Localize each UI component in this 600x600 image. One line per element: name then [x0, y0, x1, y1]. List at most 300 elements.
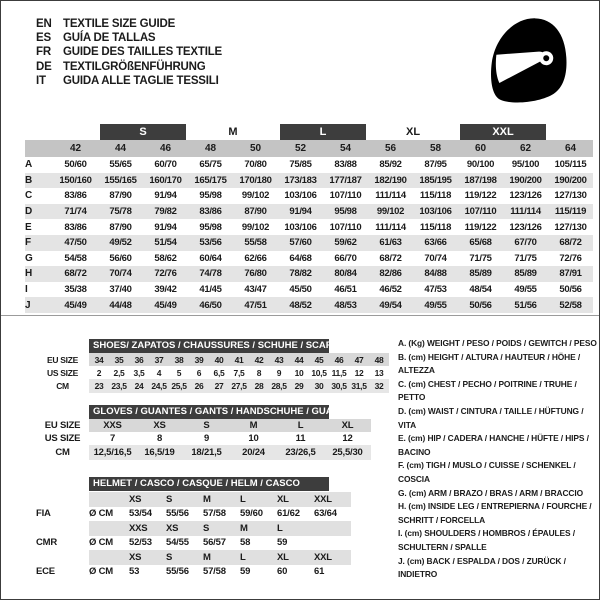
language-title: TEXTILE SIZE GUIDE	[63, 18, 176, 30]
value-cell: 85/89	[503, 266, 548, 282]
measurement-row	[25, 219, 593, 235]
row-label	[36, 550, 89, 565]
value-cell: 56/57	[203, 537, 226, 549]
value-cell: 119/122	[464, 190, 497, 202]
shoes-row	[36, 379, 389, 393]
value-cell: 115/118	[419, 221, 452, 233]
value-cell: L	[240, 492, 277, 507]
value-cell: 49/55	[514, 284, 537, 296]
value-cell: M	[203, 550, 240, 565]
row-label: FIA	[36, 508, 51, 520]
value-cell: XXL	[314, 492, 351, 507]
value-cell: 10,5	[311, 367, 327, 378]
value-cell: 47/50	[53, 235, 98, 251]
size-band-cell	[368, 123, 458, 140]
value-cell: 46/52	[379, 284, 402, 296]
value-cell: XXL	[314, 550, 351, 565]
value-cell: 58/62	[154, 252, 177, 264]
value-cell: 48/53	[323, 297, 368, 313]
size-number-cell: 52	[278, 140, 323, 157]
value-cell: 58	[240, 537, 251, 549]
value-cell: 63/64	[314, 508, 337, 520]
value-cell: 43	[269, 353, 289, 366]
row-label: C	[25, 190, 33, 202]
value-cell: 40	[209, 353, 229, 366]
value-cell: 49/55	[413, 297, 458, 313]
value-cell: 99/102	[241, 221, 270, 233]
language-code: IT	[36, 74, 46, 87]
value-cell: 187/198	[458, 173, 503, 189]
value-cell: 48/54	[469, 284, 492, 296]
value-cell: 23	[89, 379, 109, 393]
value-cell: 55/56	[166, 566, 189, 578]
value-cell: XL	[277, 550, 314, 565]
value-cell: 95/98	[199, 190, 222, 202]
apparel-size-table	[25, 123, 593, 313]
gloves-row	[36, 432, 371, 445]
value-cell: 87/95	[424, 159, 447, 171]
value-cell: XL	[324, 419, 371, 432]
value-cell: 10	[248, 433, 259, 444]
value-cell: 61	[314, 566, 325, 578]
value-cell: 50/56	[458, 297, 503, 313]
value-cell: L	[277, 419, 324, 432]
value-cell: 70/74	[98, 266, 143, 282]
helmet-row	[36, 492, 351, 507]
value-cell: 25,5	[169, 379, 189, 393]
value-cell: 59	[277, 537, 288, 549]
helmet-row	[36, 521, 351, 536]
value-cell: 66/70	[334, 252, 357, 264]
value-cell: 55/65	[109, 159, 132, 171]
value-cell: 35/38	[64, 284, 87, 296]
value-cell: 28	[249, 379, 269, 393]
gloves-size-table	[36, 419, 371, 460]
value-cell: 51/56	[503, 297, 548, 313]
size-band-xxl: XXL	[460, 124, 546, 140]
value-cell: 91/94	[278, 204, 323, 220]
value-cell: 44/48	[98, 297, 143, 313]
value-cell: S	[183, 419, 230, 432]
row-label: J	[25, 297, 53, 313]
value-cell: 107/110	[458, 204, 503, 220]
value-cell: 68/72	[53, 266, 98, 282]
value-cell: 45/49	[53, 297, 98, 313]
row-label: D	[25, 204, 53, 220]
measurement-row	[25, 157, 593, 173]
value-cell: L	[240, 550, 277, 565]
unit-cell: Ø CM	[89, 537, 114, 549]
value-cell: 123/126	[509, 190, 542, 202]
size-number-cell: 42	[53, 140, 98, 157]
value-cell: 10	[294, 367, 304, 378]
value-cell: 48	[369, 353, 389, 366]
value-cell: XL	[277, 492, 314, 507]
value-cell: 54/58	[64, 252, 87, 264]
value-cell: 87/90	[109, 190, 132, 202]
helmet-row	[36, 536, 351, 551]
value-cell: 99/102	[368, 204, 413, 220]
value-cell: 72/76	[143, 266, 188, 282]
language-row	[36, 45, 222, 59]
section-divider	[1, 315, 599, 316]
language-title: GUIDE DES TAILLES TEXTILE	[63, 46, 222, 59]
value-cell: 6,5	[213, 367, 225, 378]
value-cell: 103/106	[284, 221, 317, 233]
value-cell: 46/51	[334, 284, 357, 296]
value-cell: 49/52	[98, 235, 143, 251]
legend-item: I. (cm) SHOULDERS / HOMBROS / ÉPAULES / SCHULTERN / SPALLE	[398, 528, 575, 552]
value-cell: 75/78	[98, 204, 143, 220]
value-cell: 83/86	[188, 204, 233, 220]
value-cell: 67/70	[503, 235, 548, 251]
gloves-table-title: GLOVES / GUANTES / GANTS / HANDSCHUHE / GUANTI	[89, 405, 329, 419]
row-label	[36, 521, 89, 536]
value-cell: 83/86	[64, 221, 87, 233]
language-title: GUIDA ALLE TAGLIE TESSILI	[63, 74, 219, 87]
size-number-cell: 44	[98, 140, 143, 157]
value-cell: 56/60	[109, 252, 132, 264]
value-cell: 60	[277, 566, 288, 578]
language-code: FR	[36, 46, 51, 59]
value-cell: 8	[156, 433, 163, 444]
value-cell: 65/68	[458, 235, 503, 251]
helmet-size-table	[36, 492, 351, 579]
value-cell: 45/49	[143, 297, 188, 313]
value-cell: 50/56	[559, 284, 582, 296]
value-cell: 4	[156, 367, 162, 378]
value-cell: 177/187	[323, 173, 368, 189]
language-row	[36, 60, 222, 74]
row-label: CM	[56, 381, 69, 391]
value-cell: 95/98	[199, 221, 222, 233]
value-cell: 24	[129, 379, 149, 393]
value-cell: 111/114	[375, 221, 406, 233]
value-cell: 111/114	[375, 190, 406, 202]
value-cell: 115/118	[419, 190, 452, 202]
value-cell: 50/60	[64, 159, 87, 171]
value-cell: 27	[209, 379, 229, 393]
empty-band-cell	[548, 123, 593, 140]
value-cell: 39	[189, 353, 209, 366]
row-label: F	[25, 235, 53, 251]
value-cell: 95/98	[323, 204, 368, 220]
value-cell: 11	[295, 433, 306, 444]
value-cell: 59/60	[240, 508, 263, 520]
value-cell: 57/58	[203, 508, 226, 520]
value-cell: 47/51	[233, 297, 278, 313]
measurement-row	[25, 173, 593, 189]
value-cell: 48/52	[278, 297, 323, 313]
value-cell: 45/50	[289, 284, 312, 296]
value-cell: 2	[96, 367, 102, 378]
value-cell: 27,5	[229, 379, 249, 393]
value-cell: 60/70	[154, 159, 177, 171]
value-cell: 43/47	[244, 284, 267, 296]
value-cell: 82/86	[368, 266, 413, 282]
value-cell: 76/80	[233, 266, 278, 282]
value-cell	[314, 536, 351, 551]
value-cell: 155/165	[98, 173, 143, 189]
value-cell: 62/66	[244, 252, 267, 264]
value-cell: 12	[354, 367, 364, 378]
value-cell: 107/110	[329, 190, 362, 202]
value-cell: 55/58	[233, 235, 278, 251]
row-label: E	[25, 221, 32, 233]
corner-cell	[25, 140, 53, 157]
value-cell: 70/74	[424, 252, 447, 264]
value-cell: 59	[240, 566, 251, 578]
row-label	[36, 492, 89, 507]
value-cell: 70/80	[244, 159, 267, 171]
value-cell: 29	[289, 379, 309, 393]
value-cell: 173/183	[278, 173, 323, 189]
value-cell: 107/110	[329, 221, 362, 233]
empty-band-cell	[53, 123, 98, 140]
legend-item: D. (cm) WAIST / CINTURA / TAILLE / HÜFTUNG / VITA	[398, 405, 584, 430]
language-code: ES	[36, 32, 51, 45]
size-number-cell: 46	[143, 140, 188, 157]
value-cell: 71/75	[469, 252, 492, 264]
value-cell: 79/82	[143, 204, 188, 220]
legend-item: H. (cm) INSIDE LEG / ENTREPIERNA / FOURCHE / SCHRITT / FORCELLA	[398, 501, 592, 525]
language-code: DE	[36, 60, 52, 73]
value-cell: 170/180	[233, 173, 278, 189]
row-label: CMR	[36, 537, 58, 549]
size-number-cell: 50	[233, 140, 278, 157]
value-cell: 87/90	[233, 204, 278, 220]
value-cell: 39/42	[154, 284, 177, 296]
value-cell: 59/62	[323, 235, 368, 251]
value-cell: XXS	[129, 521, 166, 536]
legend-item: C. (cm) CHEST / PECHO / POITRINE / TRUHE / PETTO	[398, 378, 577, 403]
value-cell: 87/90	[109, 221, 132, 233]
value-cell: 165/175	[188, 173, 233, 189]
size-band-cell	[458, 123, 548, 140]
size-number-cell: 48	[188, 140, 233, 157]
unit-cell: Ø CM	[89, 566, 114, 578]
value-cell: 53/54	[129, 508, 152, 520]
value-cell: 36	[129, 353, 149, 366]
gloves-row	[36, 445, 371, 460]
value-cell: 127/130	[554, 190, 587, 202]
value-cell: 31,5	[349, 379, 369, 393]
value-cell: 57/60	[278, 235, 323, 251]
row-label: US SIZE	[47, 367, 78, 378]
value-cell: 190/200	[548, 173, 593, 189]
value-cell: 111/114	[503, 204, 548, 220]
row-label: H	[25, 266, 53, 282]
value-cell: 53/56	[188, 235, 233, 251]
language-row	[36, 17, 222, 31]
value-cell: 85/89	[458, 266, 503, 282]
value-cell: 26	[189, 379, 209, 393]
measurement-row	[25, 282, 593, 298]
row-label: US SIZE	[44, 433, 81, 444]
language-code: EN	[36, 18, 52, 30]
row-label: A	[25, 159, 33, 171]
value-cell: 83/88	[334, 159, 357, 171]
value-cell: XS	[129, 492, 166, 507]
value-cell: 91/94	[154, 221, 177, 233]
value-cell: 71/74	[53, 204, 98, 220]
value-cell: M	[240, 521, 277, 536]
value-cell: 46	[329, 353, 349, 366]
value-cell: 46/50	[188, 297, 233, 313]
value-cell: 63/66	[413, 235, 458, 251]
size-number-cell: 56	[368, 140, 413, 157]
value-cell: 12	[342, 433, 353, 444]
value-cell: 38	[169, 353, 189, 366]
unit-cell	[89, 550, 129, 565]
value-cell: XS	[166, 521, 203, 536]
value-cell: 99/102	[241, 190, 270, 202]
row-label: I	[25, 284, 28, 296]
value-cell: 60/64	[199, 252, 222, 264]
value-cell: 28,5	[269, 379, 289, 393]
value-cell: 47/53	[424, 284, 447, 296]
unit-cell: Ø CM	[89, 508, 114, 520]
row-label: G	[25, 252, 33, 264]
legend-item: F. (cm) TIGH / MUSLO / CUISSE / SCHENKEL / COSCIA	[398, 460, 576, 484]
value-cell: 30	[309, 379, 329, 393]
helmet-row	[36, 550, 351, 565]
value-cell: 2,5	[113, 367, 125, 378]
gloves-row	[36, 419, 371, 432]
unit-cell	[89, 521, 129, 536]
size-number-cell: 60	[458, 140, 503, 157]
legend-item: E. (cm) HIP / CADERA / HANCHE / HÜFTE / HIPS / BACINO	[398, 433, 589, 457]
row-label: ECE	[36, 566, 55, 578]
value-cell: 23/26,5	[277, 445, 324, 460]
value-cell: 71/75	[514, 252, 537, 264]
value-cell: 74/78	[188, 266, 233, 282]
value-cell: 52/53	[129, 537, 152, 549]
size-band-cell	[98, 123, 188, 140]
size-number-cell: 54	[323, 140, 368, 157]
measurement-row	[25, 297, 593, 313]
value-cell: 182/190	[368, 173, 413, 189]
value-cell: 7,5	[233, 367, 245, 378]
value-cell: 47	[349, 353, 369, 366]
value-cell: 7	[109, 433, 116, 444]
value-cell: 72/76	[559, 252, 582, 264]
value-cell: 25,5/30	[324, 445, 371, 460]
value-cell: 119/122	[464, 221, 497, 233]
value-cell: 75/85	[289, 159, 312, 171]
legend-item: G. (cm) ARM / BRAZO / BRAS / ARM / BRACCIO	[398, 487, 584, 498]
value-cell: 61/62	[277, 508, 300, 520]
value-cell: 123/126	[509, 221, 542, 233]
value-cell: 55/56	[166, 508, 189, 520]
value-cell: 3,5	[133, 367, 145, 378]
value-cell: 51/54	[143, 235, 188, 251]
value-cell: 54/55	[166, 537, 189, 549]
measurement-row	[25, 235, 593, 251]
value-cell: 65/75	[199, 159, 222, 171]
value-cell: 24,5	[149, 379, 169, 393]
value-cell: 127/130	[554, 221, 587, 233]
value-cell: XS	[136, 419, 183, 432]
value-cell: 5	[176, 367, 182, 378]
value-cell: S	[166, 550, 203, 565]
value-cell: 37/40	[109, 284, 132, 296]
size-number-cell: 62	[503, 140, 548, 157]
size-number-cell: 64	[548, 140, 593, 157]
value-cell: 52/58	[548, 297, 593, 313]
value-cell: 49/54	[368, 297, 413, 313]
value-cell: 23,5	[109, 379, 129, 393]
value-cell: 12,5/16,5	[89, 445, 136, 460]
legend-item: J. (cm) BACK / ESPALDA / DOS / ZURÜCK / INDIETRO	[398, 555, 566, 580]
value-cell: M	[230, 419, 277, 432]
value-cell: 68/72	[548, 235, 593, 251]
value-cell: 9	[203, 433, 210, 444]
value-cell: 41	[229, 353, 249, 366]
measurement-row	[25, 251, 593, 267]
measurement-row	[25, 266, 593, 282]
value-cell: 11,5	[331, 367, 347, 378]
value-cell: 150/160	[53, 173, 98, 189]
value-cell: 80/84	[323, 266, 368, 282]
value-cell: 53	[129, 566, 140, 578]
language-title: TEXTILGRÖßENFÜHRUNG	[63, 60, 206, 73]
value-cell: 57/58	[203, 566, 226, 578]
value-cell: 84/88	[413, 266, 458, 282]
shoes-table-title: SHOES/ ZAPATOS / CHAUSSURES / SCHUHE / SCARPE	[89, 339, 329, 353]
measurement-legend	[398, 337, 598, 582]
value-cell: 91/94	[154, 190, 177, 202]
value-cell	[314, 521, 351, 536]
value-cell: 45	[309, 353, 329, 366]
value-cell: 42	[249, 353, 269, 366]
value-cell: 95/100	[511, 159, 540, 171]
size-band-s: S	[100, 124, 186, 140]
value-cell: 87/91	[548, 266, 593, 282]
value-cell: 16,5/19	[136, 445, 183, 460]
value-cell: 90/100	[466, 159, 495, 171]
value-cell: S	[203, 521, 240, 536]
helmet-row	[36, 507, 351, 522]
row-label: EU SIZE	[44, 420, 81, 431]
shoes-size-table	[36, 353, 389, 393]
legend-item: B. (cm) HEIGHT / ALTURA / HAUTEUR / HÖHE / ALTEZZA	[398, 351, 581, 376]
value-cell: S	[166, 492, 203, 507]
value-cell: 37	[149, 353, 169, 366]
measurement-row	[25, 188, 593, 204]
measurement-row	[25, 204, 593, 220]
value-cell: 30,5	[329, 379, 349, 393]
corner-cell	[25, 123, 53, 140]
value-cell: 41/45	[199, 284, 222, 296]
helmet-table-title: HELMET / CASCO / CASQUE / HELM / CASCO	[89, 477, 329, 491]
size-band-row	[25, 123, 593, 140]
value-cell: 32	[369, 379, 389, 393]
value-cell: 34	[89, 353, 109, 366]
value-cell: 68/72	[379, 252, 402, 264]
value-cell: 78/82	[278, 266, 323, 282]
value-cell: 185/195	[413, 173, 458, 189]
value-cell: 64/68	[289, 252, 312, 264]
value-cell: XS	[129, 550, 166, 565]
row-label: B	[25, 173, 53, 189]
value-cell: 61/63	[368, 235, 413, 251]
value-cell: 35	[109, 353, 129, 366]
value-cell: 18/21,5	[183, 445, 230, 460]
size-band-m: M	[228, 125, 238, 138]
size-band-cell	[278, 123, 368, 140]
legend-item: A. (Kg) WEIGHT / PESO / POIDS / GEWITCH / PESO	[398, 338, 597, 348]
